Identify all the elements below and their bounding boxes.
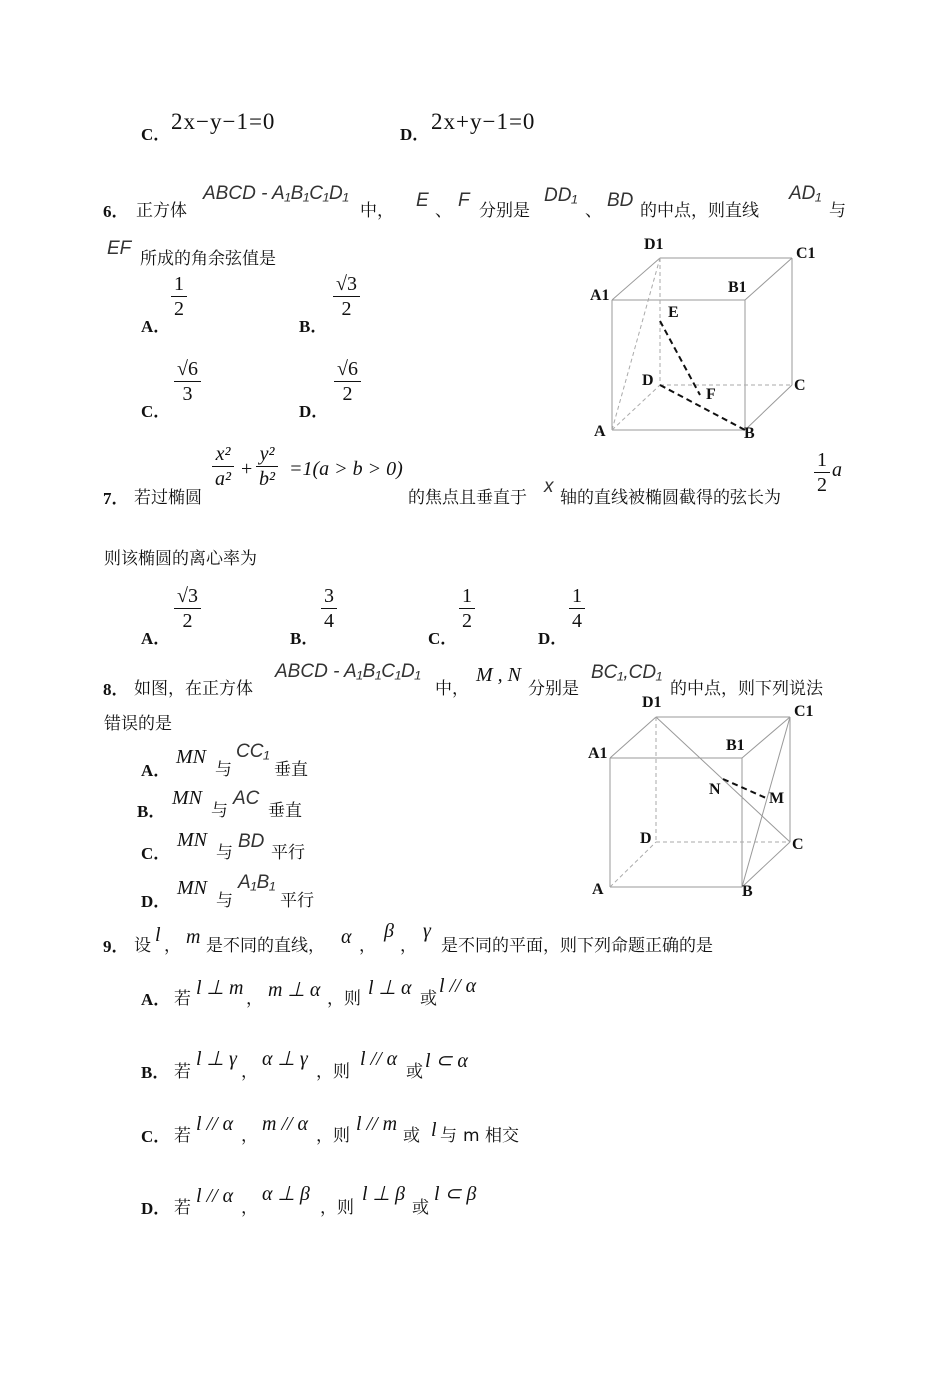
option-label: C．	[141, 402, 171, 421]
vertex-label: D1	[642, 694, 662, 711]
cube-figure	[580, 230, 840, 445]
question-number: 6．	[103, 202, 129, 221]
question-text: ，	[400, 936, 417, 956]
question-text: 正方体	[136, 201, 187, 221]
vertex-label: D	[640, 830, 652, 847]
fraction: $\frac{\text{x²}}{\text{a²}}$	[212, 442, 234, 491]
math-cube: ABCD - A₁B₁C₁D₁	[203, 183, 349, 204]
option-label: A．	[141, 761, 171, 780]
math-segment: AD₁	[789, 183, 822, 204]
option-text: 与	[211, 801, 228, 821]
question-text: 则该椭圆的离心率为	[104, 549, 257, 569]
question-text: 错误的是	[104, 714, 172, 734]
math-expr: l // α	[196, 1185, 234, 1207]
math-segment: CC₁	[236, 741, 270, 762]
question-text: 是不同的平面，则下列命题正确的是	[441, 936, 713, 956]
option-text: 若	[174, 1198, 191, 1218]
vertex-label: F	[706, 386, 716, 403]
option-label: A．	[141, 317, 171, 336]
math-expr: l // α	[360, 1048, 398, 1070]
math-var: l	[431, 1119, 437, 1141]
math-var: γ	[423, 920, 431, 942]
option-text: m 相交	[463, 1126, 519, 1146]
option-label: C．	[428, 629, 458, 648]
cube-figure	[580, 690, 840, 905]
math-var: a	[832, 459, 842, 481]
math-cube: ABCD - A₁B₁C₁D₁	[275, 661, 421, 682]
option-text: 平行	[280, 891, 314, 911]
math-var: x	[544, 476, 554, 497]
question-text: 的焦点且垂直于	[408, 488, 527, 508]
vertex-label: B1	[728, 279, 747, 296]
option-text: 平行	[271, 843, 305, 863]
vertex-label: B	[744, 425, 755, 442]
option-text: ，则	[327, 989, 361, 1009]
vertex-label: A	[592, 881, 604, 898]
question-text: 是不同的直线，	[206, 936, 325, 956]
question-text: 与	[829, 201, 846, 221]
option-text: 若	[174, 989, 191, 1009]
vertex-label: D	[642, 372, 654, 389]
option-label: D．	[400, 125, 430, 144]
question-text: 设	[134, 936, 151, 956]
vertex-label: N	[709, 781, 721, 798]
math-expr: l ⊥ γ	[196, 1048, 237, 1070]
fraction: $\frac{1}{2}$	[814, 448, 830, 497]
math-expr: l ⊥ β	[362, 1183, 405, 1205]
fraction: $\frac{√6}{2}$	[334, 357, 361, 406]
math-expr: m // α	[262, 1113, 309, 1135]
math-points: M , N	[476, 664, 521, 686]
math-segment: A₁B₁	[238, 872, 276, 893]
question-text: ，	[164, 936, 181, 956]
option-label: D．	[141, 1199, 171, 1218]
question-text: 若过椭圆	[134, 488, 202, 508]
vertex-label: C1	[794, 703, 814, 720]
math-expr: l // α	[439, 975, 477, 997]
option-label: B．	[141, 1063, 170, 1082]
math-point: E	[416, 190, 429, 211]
fraction: $\frac{1}{4}$	[569, 584, 585, 633]
math-expr: l ⊥ m	[196, 977, 244, 999]
option-label: A．	[141, 990, 171, 1009]
option-label: D．	[141, 892, 171, 911]
vertex-label: E	[668, 304, 679, 321]
math-point: F	[458, 190, 470, 211]
question-text: ，	[359, 936, 376, 956]
vertex-label: C	[794, 377, 806, 394]
option-text: 或	[406, 1062, 423, 1082]
fraction: $\frac{1}{2}$	[171, 272, 187, 321]
math-segment: EF	[107, 238, 132, 259]
math-expr: α ⊥ γ	[262, 1048, 308, 1070]
option-label: D．	[538, 629, 568, 648]
option-label: C．	[141, 844, 171, 863]
fraction: $\frac{√3}{2}$	[174, 584, 201, 633]
option-text: ，则	[316, 1062, 350, 1082]
vertex-label: A1	[590, 287, 610, 304]
option-label: C．	[141, 125, 171, 144]
question-text: 、	[435, 201, 452, 221]
option-text: 或	[420, 989, 437, 1009]
math-segments: BC₁,CD₁	[591, 662, 663, 683]
question-text: 如图，在正方体	[134, 679, 253, 699]
option-label: D．	[299, 402, 329, 421]
math-segment: BD	[607, 190, 634, 211]
option-text: 垂直	[268, 801, 302, 821]
math-op: +	[241, 458, 253, 480]
vertex-label: B1	[726, 737, 745, 754]
math-segment: MN	[172, 787, 202, 809]
math-var: β	[384, 920, 394, 942]
option-text: 垂直	[274, 760, 308, 780]
math-segment: DD₁	[544, 185, 578, 206]
option-text: 与	[216, 843, 233, 863]
vertex-label: M	[769, 790, 785, 807]
math-segment: MN	[177, 829, 207, 851]
math-segment: AC	[233, 788, 260, 809]
math-expr: l ⊂ α	[425, 1050, 468, 1072]
vertex-label: A1	[588, 745, 608, 762]
option-text: ，	[241, 1126, 258, 1146]
question-number: 9．	[103, 937, 129, 956]
question-text: 分别是	[479, 201, 530, 221]
question-text: 的中点，则直线	[640, 201, 759, 221]
option-text: ，	[241, 1062, 258, 1082]
math-segment: BD	[238, 831, 265, 852]
equation: 2x−y−1=0	[171, 109, 276, 134]
math-expr: l ⊂ β	[434, 1183, 477, 1205]
question-text: 分别是	[528, 679, 579, 699]
option-text: 或	[403, 1126, 420, 1146]
math-expr: =1(a > b > 0)	[289, 458, 403, 480]
math-expr: α ⊥ β	[262, 1183, 310, 1205]
fraction: $\frac{\text{y²}}{\text{b²}}$	[256, 442, 278, 491]
option-label: B．	[137, 802, 166, 821]
question-text: 的中点，则下列说法	[670, 679, 823, 699]
option-text: ，则	[320, 1198, 354, 1218]
option-text: 或	[412, 1198, 429, 1218]
option-text: ，	[241, 1198, 258, 1218]
vertex-label: C	[792, 836, 804, 853]
option-text: 若	[174, 1126, 191, 1146]
fraction: $\frac{√6}{3}$	[174, 357, 201, 406]
option-label: B．	[299, 317, 328, 336]
question-text: 轴的直线被椭圆截得的弦长为	[560, 488, 781, 508]
equation: 2x+y−1=0	[431, 109, 536, 134]
question-text: 中，	[435, 679, 469, 699]
math-var: l	[155, 924, 161, 946]
fraction: $\frac{√3}{2}$	[333, 272, 360, 321]
question-text: 、	[585, 201, 602, 221]
vertex-label: A	[594, 423, 606, 440]
fraction: $\frac{1}{2}$	[459, 584, 475, 633]
option-label: C．	[141, 1127, 171, 1146]
question-text: 中，	[360, 201, 394, 221]
math-var: m	[186, 926, 201, 948]
question-number: 8．	[103, 680, 129, 699]
question-number: 7．	[103, 489, 129, 508]
math-expr: l // m	[356, 1113, 398, 1135]
question-text: 所成的角余弦值是	[140, 249, 276, 269]
vertex-label: D1	[644, 236, 664, 253]
option-text: 若	[174, 1062, 191, 1082]
math-expr: l // α	[196, 1113, 234, 1135]
math-segment: MN	[177, 877, 207, 899]
option-text: ，则	[316, 1126, 350, 1146]
option-text: ，	[246, 989, 263, 1009]
option-label: B．	[290, 629, 319, 648]
math-segment: MN	[176, 746, 206, 768]
option-text: 与	[215, 760, 232, 780]
vertex-label: B	[742, 883, 753, 900]
option-text: 与	[440, 1126, 457, 1146]
vertex-label: C1	[796, 245, 816, 262]
math-expr: l ⊥ α	[368, 977, 412, 999]
math-expr: m ⊥ α	[268, 979, 321, 1001]
option-text: 与	[216, 891, 233, 911]
fraction: $\frac{3}{4}$	[321, 584, 337, 633]
option-label: A．	[141, 629, 171, 648]
math-var: α	[341, 926, 352, 948]
